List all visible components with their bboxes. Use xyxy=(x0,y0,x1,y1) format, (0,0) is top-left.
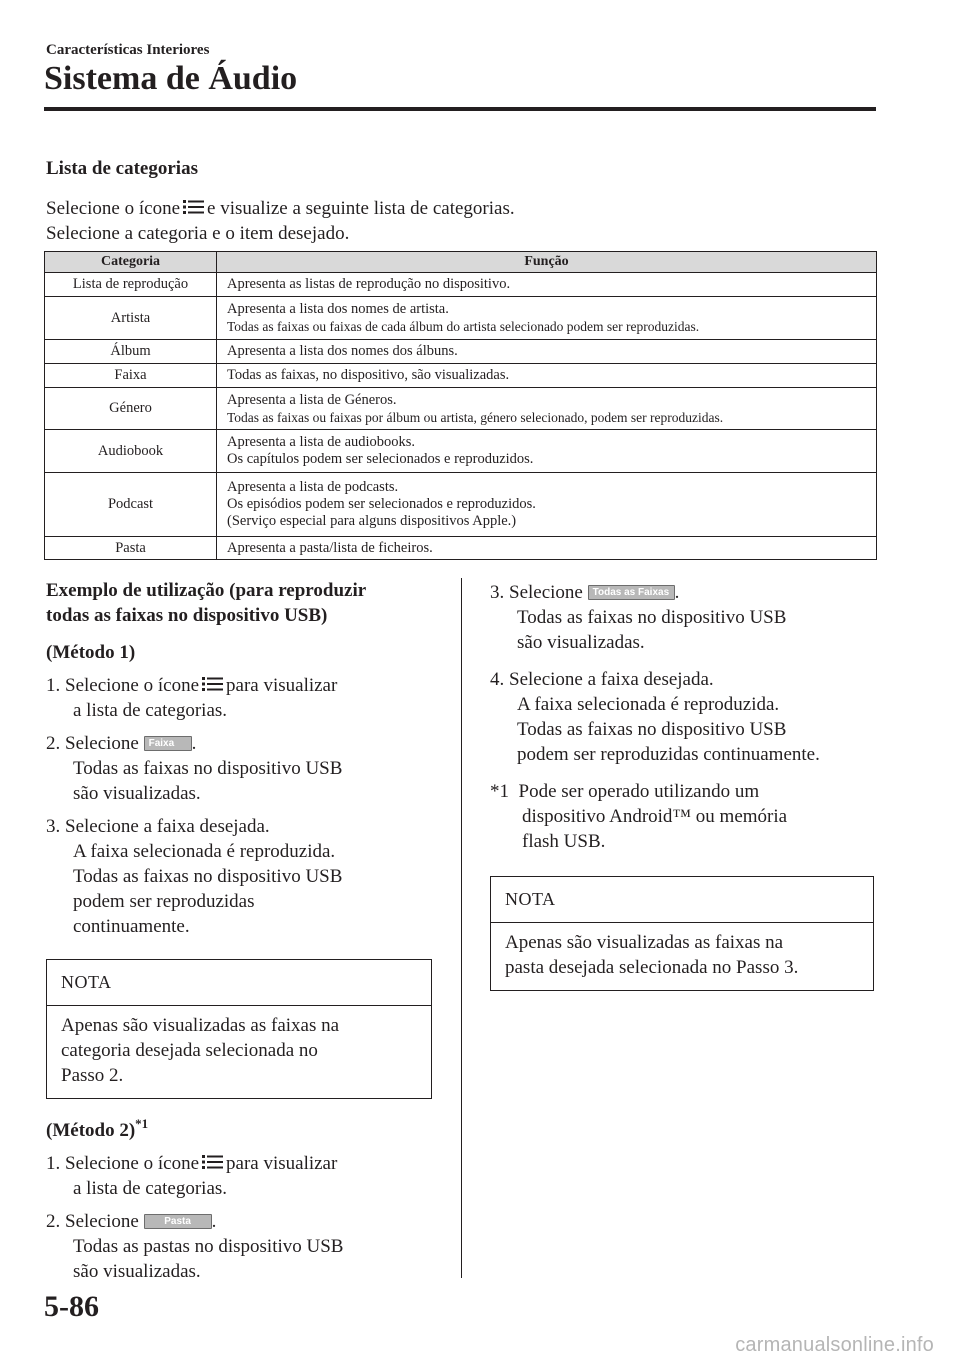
pasta-button-image: Pasta xyxy=(144,1214,212,1229)
faixa-button-image: Faixa xyxy=(144,736,192,751)
footnote: *1 Pode ser operado utilizando um dispositivo Android™ ou memória flash USB. xyxy=(490,781,788,852)
table-row: Artista Apresenta a lista dos nomes de artista. Todas as faixas ou faixas de cada álbum do artista selecionado podem ser reproduzidas. xyxy=(45,297,877,340)
note-box-2 xyxy=(490,876,874,991)
todas-as-faixas-button-image: Todas as Faixas xyxy=(588,585,675,600)
table-header-categoria: Categoria xyxy=(45,252,217,273)
note-heading: NOTA xyxy=(47,960,431,1006)
list-icon xyxy=(202,676,223,692)
method2-heading: (Método 2)$^{*1}$ xyxy=(46,1116,149,1141)
list-icon xyxy=(202,1154,223,1170)
page-title: Sistema de Áudio xyxy=(44,60,298,97)
section-label: Características Interiores xyxy=(46,42,210,58)
categories-intro: Selecione o ícone e visualize a seguinte lista de categorias. Selecione a categoria e o item desejado. xyxy=(46,198,515,244)
method1-heading: (Método 1) xyxy=(46,642,136,663)
table-header-funcao: Função xyxy=(217,252,877,273)
table-row: Podcast Apresenta a lista de podcasts. Os episódios podem ser selecionados e reproduzidos. (Serviço especial para alguns dispositivos Apple.) xyxy=(45,473,877,537)
note-text: Apenas são visualizadas as faixas na pasta desejada selecionada no Passo 3. xyxy=(505,932,799,978)
note-box-1 xyxy=(46,959,432,1099)
note-heading: NOTA xyxy=(491,877,873,923)
method2-step-3: 3. Selecione Todas as Faixas . Todas as faixas no dispositivo USB são visualizadas. xyxy=(490,582,787,653)
page-number: 5-86 xyxy=(44,1290,99,1323)
method1-step-1: 1. Selecione o ícone para visualizar a lista de categorias. xyxy=(46,675,338,721)
method2-step-4: 4. Selecione a faixa desejada. A faixa selecionada é reproduzida. Todas as faixas no dispositivo USB podem ser reproduzidas continuamente. xyxy=(490,669,820,765)
method2-step-1: 1. Selecione o ícone para visualizar a lista de categorias. xyxy=(46,1153,338,1199)
list-icon xyxy=(183,199,204,215)
table-row: Faixa Todas as faixas, no dispositivo, são visualizadas. xyxy=(45,364,877,388)
column-divider xyxy=(461,578,462,1278)
method2-step-2: 2. Selecione Pasta . Todas as pastas no dispositivo USB são visualizadas. xyxy=(46,1211,344,1282)
table-row: Género Apresenta a lista de Géneros. Todas as faixas ou faixas por álbum ou artista, género selecionado, podem ser reproduzidas. xyxy=(45,388,877,430)
categories-heading: Lista de categorias xyxy=(46,158,198,179)
table-row: Lista de reprodução Apresenta as listas de reprodução no dispositivo. xyxy=(45,273,877,297)
note-text: Apenas são visualizadas as faixas na categoria desejada selecionada no Passo 2. xyxy=(61,1015,340,1086)
example-heading: Exemplo de utilização (para reproduzir todas as faixas no dispositivo USB) xyxy=(46,580,367,626)
table-row: Pasta Apresenta a pasta/lista de ficheiros. xyxy=(45,537,877,560)
table-row: Audiobook Apresenta a lista de audiobooks. Os capítulos podem ser selecionados e reproduzidos. xyxy=(45,430,877,473)
method1-step-2: 2. Selecione Faixa . Todas as faixas no dispositivo USB são visualizadas. xyxy=(46,733,343,804)
header-divider xyxy=(44,107,876,111)
right-column xyxy=(490,580,880,991)
left-column xyxy=(46,578,432,1284)
categories-table xyxy=(44,251,877,560)
watermark: carmanualsonline.info xyxy=(735,1334,934,1356)
method1-step-3: 3. Selecione a faixa desejada. A faixa selecionada é reproduzida. Todas as faixas no dispositivo USB podem ser reproduzidas continuamente. xyxy=(46,816,343,937)
table-row: Álbum Apresenta a lista dos nomes dos álbuns. xyxy=(45,340,877,364)
